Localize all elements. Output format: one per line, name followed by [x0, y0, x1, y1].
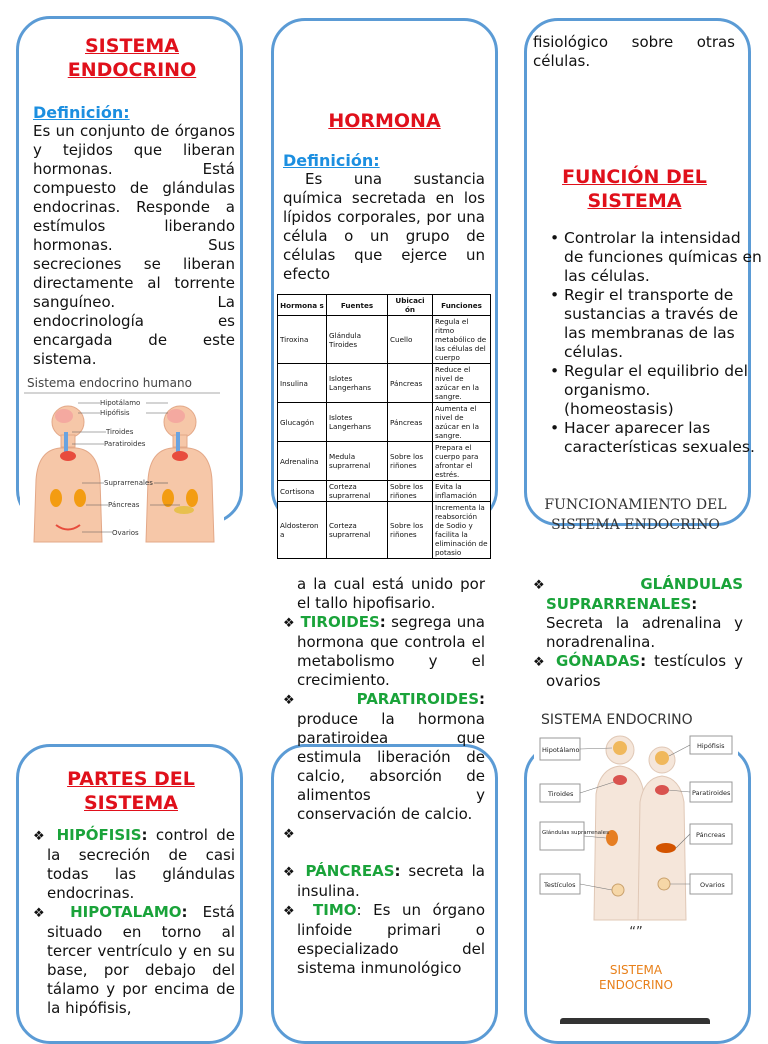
table-cell: Sobre los riñones [388, 442, 433, 481]
label-paratiroides: Paratiroides [104, 440, 146, 448]
empty-list-item [283, 824, 485, 862]
diamond-bullet-icon: ❖ [283, 904, 302, 919]
item-text: testículos y ovarios [546, 652, 743, 690]
list-item: ❖ HIPOTALAMO: Está situado en torno al tercer ventrículo y en su base, por debajo del tálamo y por encima de la hipófisis, [33, 903, 235, 1017]
panel1-definition-label: Definición: [33, 103, 130, 122]
diamond-bullet-icon: ❖ [33, 906, 55, 921]
caption-line2: SISTEMA ENDOCRINO [551, 517, 720, 533]
diamond-bullet-icon: ❖ [283, 865, 298, 880]
table-cell: Tiroxina [278, 316, 327, 364]
table-cell: Adrenalina [278, 442, 327, 481]
item-text: Secreta la adrenalina y noradrenalina. [546, 614, 743, 651]
caption-line1: FUNCIONAMIENTO DEL [544, 497, 727, 513]
table-row [278, 442, 491, 481]
table-cell: Páncreas [388, 403, 433, 442]
item-name: HIPÓFISIS [56, 826, 142, 844]
endocrine-diagram-illustration [534, 698, 738, 920]
diamond-bullet-icon: ❖ [283, 827, 295, 842]
label-hipofisis: Hipófisis [697, 742, 725, 750]
diamond-bullet-icon: ❖ [533, 655, 548, 670]
list-item: • Hacer aparecer las características sexuales. [564, 419, 762, 457]
functions-list [546, 229, 762, 457]
item-text: produce la hormona paratiroidea que estimula liberación de calcio, absorción de alimentos y conservación de calcio. [297, 710, 485, 823]
caption-line1: SISTEMA [609, 963, 663, 977]
table-cell: Cuello [388, 316, 433, 364]
table-cell: Islotes Langerhans [327, 403, 388, 442]
table-row [278, 316, 491, 364]
diamond-bullet-icon: ❖ [533, 578, 591, 593]
item-name: GÓNADAS [556, 652, 641, 670]
label-hipotalamo: Hipotálamo [542, 746, 580, 754]
panel2-definition-text: Es una sustancia química secretada en los lípidos corporales, por una célula o un grupo de células que ejerce un efecto [283, 170, 485, 283]
item-name: TIMO [313, 901, 357, 919]
table-cell: Regula el ritmo metabólico de las células del cuerpo [433, 316, 491, 364]
table-row [278, 481, 491, 502]
table-cell: Cortisona [278, 481, 327, 502]
label-tiroides: Tiroides [106, 428, 134, 436]
label-ovarios: Ovarios [112, 529, 139, 537]
panel1-definition-text: Es un conjunto de órganos y tejidos que liberan hormonas. Está compuesto de glándulas endocrinas. Responde a estímulos liberando hormonas. Sus secreciones se liberan directamente al torrente sanguíneo. La endocrinología es encargada de este sistema. [33, 122, 235, 368]
panel4-title-line2: SISTEMA [84, 792, 178, 814]
table-cell: Aumenta el nivel de azúcar en la sangre. [433, 403, 491, 442]
image-title: Sistema endocrino humano [27, 376, 192, 390]
diamond-bullet-icon: ❖ [283, 616, 296, 631]
continuation-text: a la cual está unido por el tallo hipofisario. [297, 575, 485, 612]
table-cell: Islotes Langerhans [327, 364, 388, 403]
table-row [278, 502, 491, 559]
panel1-title [22, 34, 242, 82]
label-ovarios: Ovarios [700, 881, 725, 889]
list-item: ❖ HIPÓFISIS: control de la secreción de casi todas las glándulas endocrinas. [33, 826, 235, 902]
panel2-title: HORMONA [328, 110, 441, 132]
item-text: Está situado en torno al tercer ventrículo y en su base, por debajo del tálamo y por encima de la hipófisis, [47, 903, 235, 1017]
parts-list [33, 826, 235, 1018]
label-paratiroides: Paratiroides [692, 789, 731, 797]
panel6-caption [534, 963, 738, 993]
panel1-title-line1: SISTEMA [85, 35, 179, 57]
quote-marks: “” [629, 925, 643, 940]
panel3-image-caption [533, 495, 738, 533]
item-text: secreta la insulina. [297, 862, 485, 900]
panel3-title-line2: SISTEMA [587, 190, 682, 212]
diamond-bullet-icon: ❖ [33, 829, 49, 844]
caption-line2: ENDOCRINO [599, 978, 673, 992]
panel3-title-line1: FUNCIÓN DEL [562, 166, 707, 188]
panel3-continuation: fisiológico sobre otras células. [533, 33, 735, 70]
parts-list-continued [283, 575, 485, 978]
item-name: GLÁNDULAS SUPRARRENALES [546, 575, 743, 613]
label-testiculos: Testículos [544, 881, 576, 889]
item-text: Es un órgano linfoide primari o especializado del sistema inmunológico [297, 901, 485, 977]
th-fuentes: Fuentes [327, 295, 388, 316]
panel6-list [533, 575, 743, 691]
panel4-title [20, 767, 242, 815]
table-cell: Glucagón [278, 403, 327, 442]
table-cell: Corteza suprarrenal [327, 481, 388, 502]
list-item: ❖ TIROIDES: segrega una hormona que controla el metabolismo y el crecimiento. [283, 613, 485, 689]
table-cell: Insulina [278, 364, 327, 403]
diamond-bullet-icon: ❖ [283, 693, 324, 708]
table-cell: Incrementa la reabsorción de Sodio y facilita la eliminación de potasio [433, 502, 491, 559]
list-item: ❖ TIMO: Es un órgano linfoide primari o especializado del sistema inmunológico [283, 901, 485, 977]
table-cell: Páncreas [388, 364, 433, 403]
table-cell: Evita la inflamación [433, 481, 491, 502]
table-row [278, 364, 491, 403]
hormone-table [277, 294, 491, 559]
panel2-definition-label: Definición: [283, 151, 380, 170]
hormone-table-wrap [277, 294, 491, 557]
item-name: HIPOTALAMO [70, 903, 182, 921]
list-item: ❖ GLÁNDULAS SUPRARRENALES: Secreta la adrenalina y noradrenalina. [533, 575, 743, 651]
item-name: PARATIROIDES [356, 690, 479, 708]
dark-image-edge [560, 1018, 710, 1024]
table-cell: Corteza suprarrenal [327, 502, 388, 559]
label-suprarrenales: Suprarrenales [104, 479, 153, 487]
label-tiroides: Tiroides [548, 790, 574, 798]
table-cell: Medula suprarrenal [327, 442, 388, 481]
human-endocrine-illustration [20, 370, 224, 542]
panel3-title [524, 165, 745, 213]
endocrine-system-diagram [534, 698, 738, 920]
panel1-title-line2: ENDOCRINO [67, 59, 197, 81]
label-pancreas: Páncreas [696, 831, 726, 839]
th-hormonas: Hormona s [278, 295, 327, 316]
list-item: ❖ GÓNADAS: testículos y ovarios [533, 652, 743, 690]
table-cell: Reduce el nivel de azúcar en la sangre. [433, 364, 491, 403]
table-cell: Sobre los riñones [388, 481, 433, 502]
item-name: PÁNCREAS [305, 862, 395, 880]
diagram-title: SISTEMA ENDOCRINO [541, 712, 693, 728]
item-text: control de la secreción de casi todas las glándulas endocrinas. [47, 826, 235, 902]
table-cell: Prepara el cuerpo para afrontar el estrés. [433, 442, 491, 481]
table-header-row [278, 295, 491, 316]
item-text: segrega una hormona que controla el metabolismo y el crecimiento. [297, 613, 485, 689]
list-item: • Controlar la intensidad de funciones químicas en las células. [564, 229, 762, 286]
list-item: ❖ PÁNCREAS: secreta la insulina. [283, 862, 485, 900]
label-hipotalamo: Hipotálamo [100, 399, 141, 407]
table-cell: Glándula Tiroides [327, 316, 388, 364]
th-funciones: Funciones [433, 295, 491, 316]
table-cell: Aldosteron a [278, 502, 327, 559]
table-cell: Sobre los riñones [388, 502, 433, 559]
human-endocrine-image [20, 370, 224, 542]
label-pancreas: Páncreas [108, 501, 140, 509]
panel4-title-line1: PARTES DEL [67, 768, 195, 790]
item-name: TIROIDES [300, 613, 380, 631]
label-hipofisis: Hipófisis [100, 409, 130, 417]
list-item: • Regular el equilibrio del organismo. (homeostasis) [564, 362, 762, 419]
label-suprarrenales: Glándulas suprarrenales [542, 830, 609, 836]
th-ubicacion: Ubicaci ón [388, 295, 433, 316]
list-item: ❖ PARATIROIDES: produce la hormona paratiroidea que estimula liberación de calcio, absorción de alimentos y conservación de calcio. [283, 690, 485, 823]
table-row [278, 403, 491, 442]
list-item: • Regir el transporte de sustancias a través de las membranas de las células. [564, 286, 762, 362]
